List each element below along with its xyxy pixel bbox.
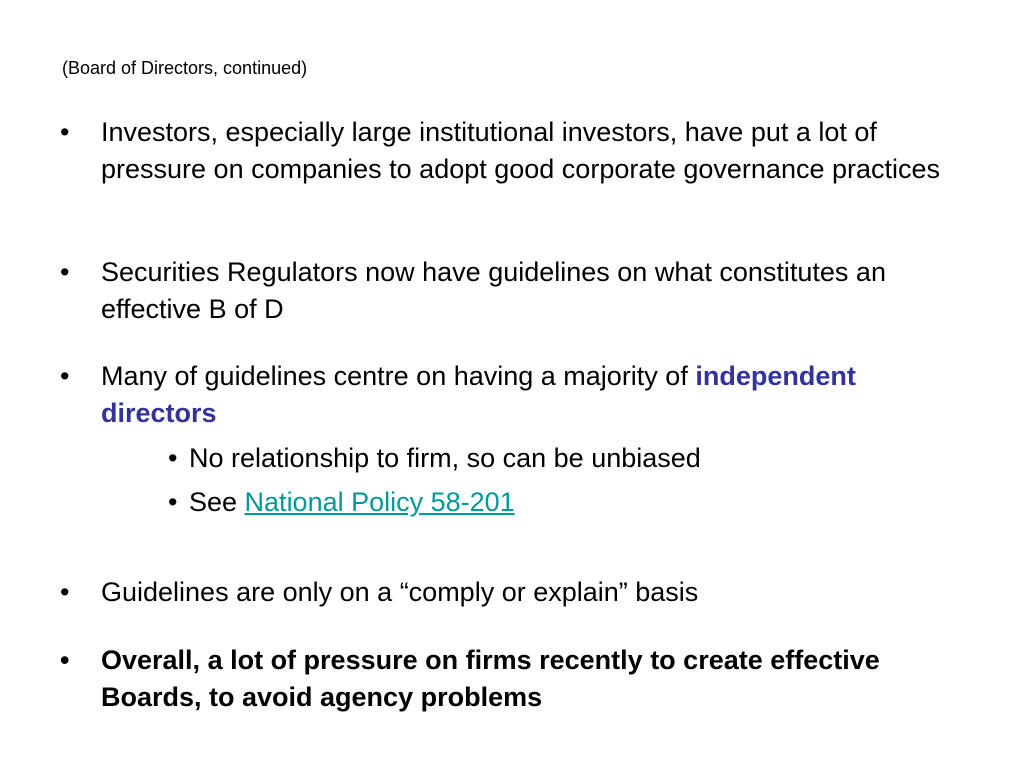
bullet-item-comply-explain [60, 574, 964, 611]
bullet-text: Investors, especially large institutional investors, have put a lot of pressure on companies to adopt good corporate governance practices [101, 117, 941, 184]
independent-directors-highlight: independent directors [101, 361, 856, 428]
bullet-dot: • [60, 117, 70, 147]
national-policy-link[interactable]: National Policy 58-201 [244, 487, 515, 517]
bullet-text-before: Many of guidelines centre on having a majority of [101, 361, 696, 391]
sub-bullet-text [189, 484, 964, 521]
sub-bullet-text-before: See [189, 487, 245, 517]
sub-bullet-see-policy [168, 484, 964, 521]
bullet-text: Securities Regulators now have guidelines on what constitutes an effective B of D [101, 257, 886, 324]
sub-bullet-no-relationship [168, 440, 964, 477]
bullet-dot: • [60, 361, 70, 391]
slide-subtitle: (Board of Directors, continued) [62, 58, 308, 78]
bullet-dot: • [60, 645, 70, 675]
sub-bullet-text: No relationship to firm, so can be unbiased [189, 443, 701, 473]
bullet-item-investors [60, 114, 964, 188]
bullet-dot: • [60, 577, 70, 607]
bullet-item-overall [60, 642, 964, 716]
bullet-item-regulators [60, 254, 964, 328]
sub-bullet-dot: • [168, 443, 178, 473]
bullet-text [101, 358, 964, 432]
bullet-item-guidelines-majority [60, 358, 964, 432]
bullet-text: Guidelines are only on a “comply or explain” basis [101, 577, 699, 607]
sub-bullet-dot: • [168, 487, 178, 517]
bullet-text: Overall, a lot of pressure on firms recently to create effective Boards, to avoid agency problems [101, 645, 880, 712]
bullet-dot: • [60, 257, 70, 287]
